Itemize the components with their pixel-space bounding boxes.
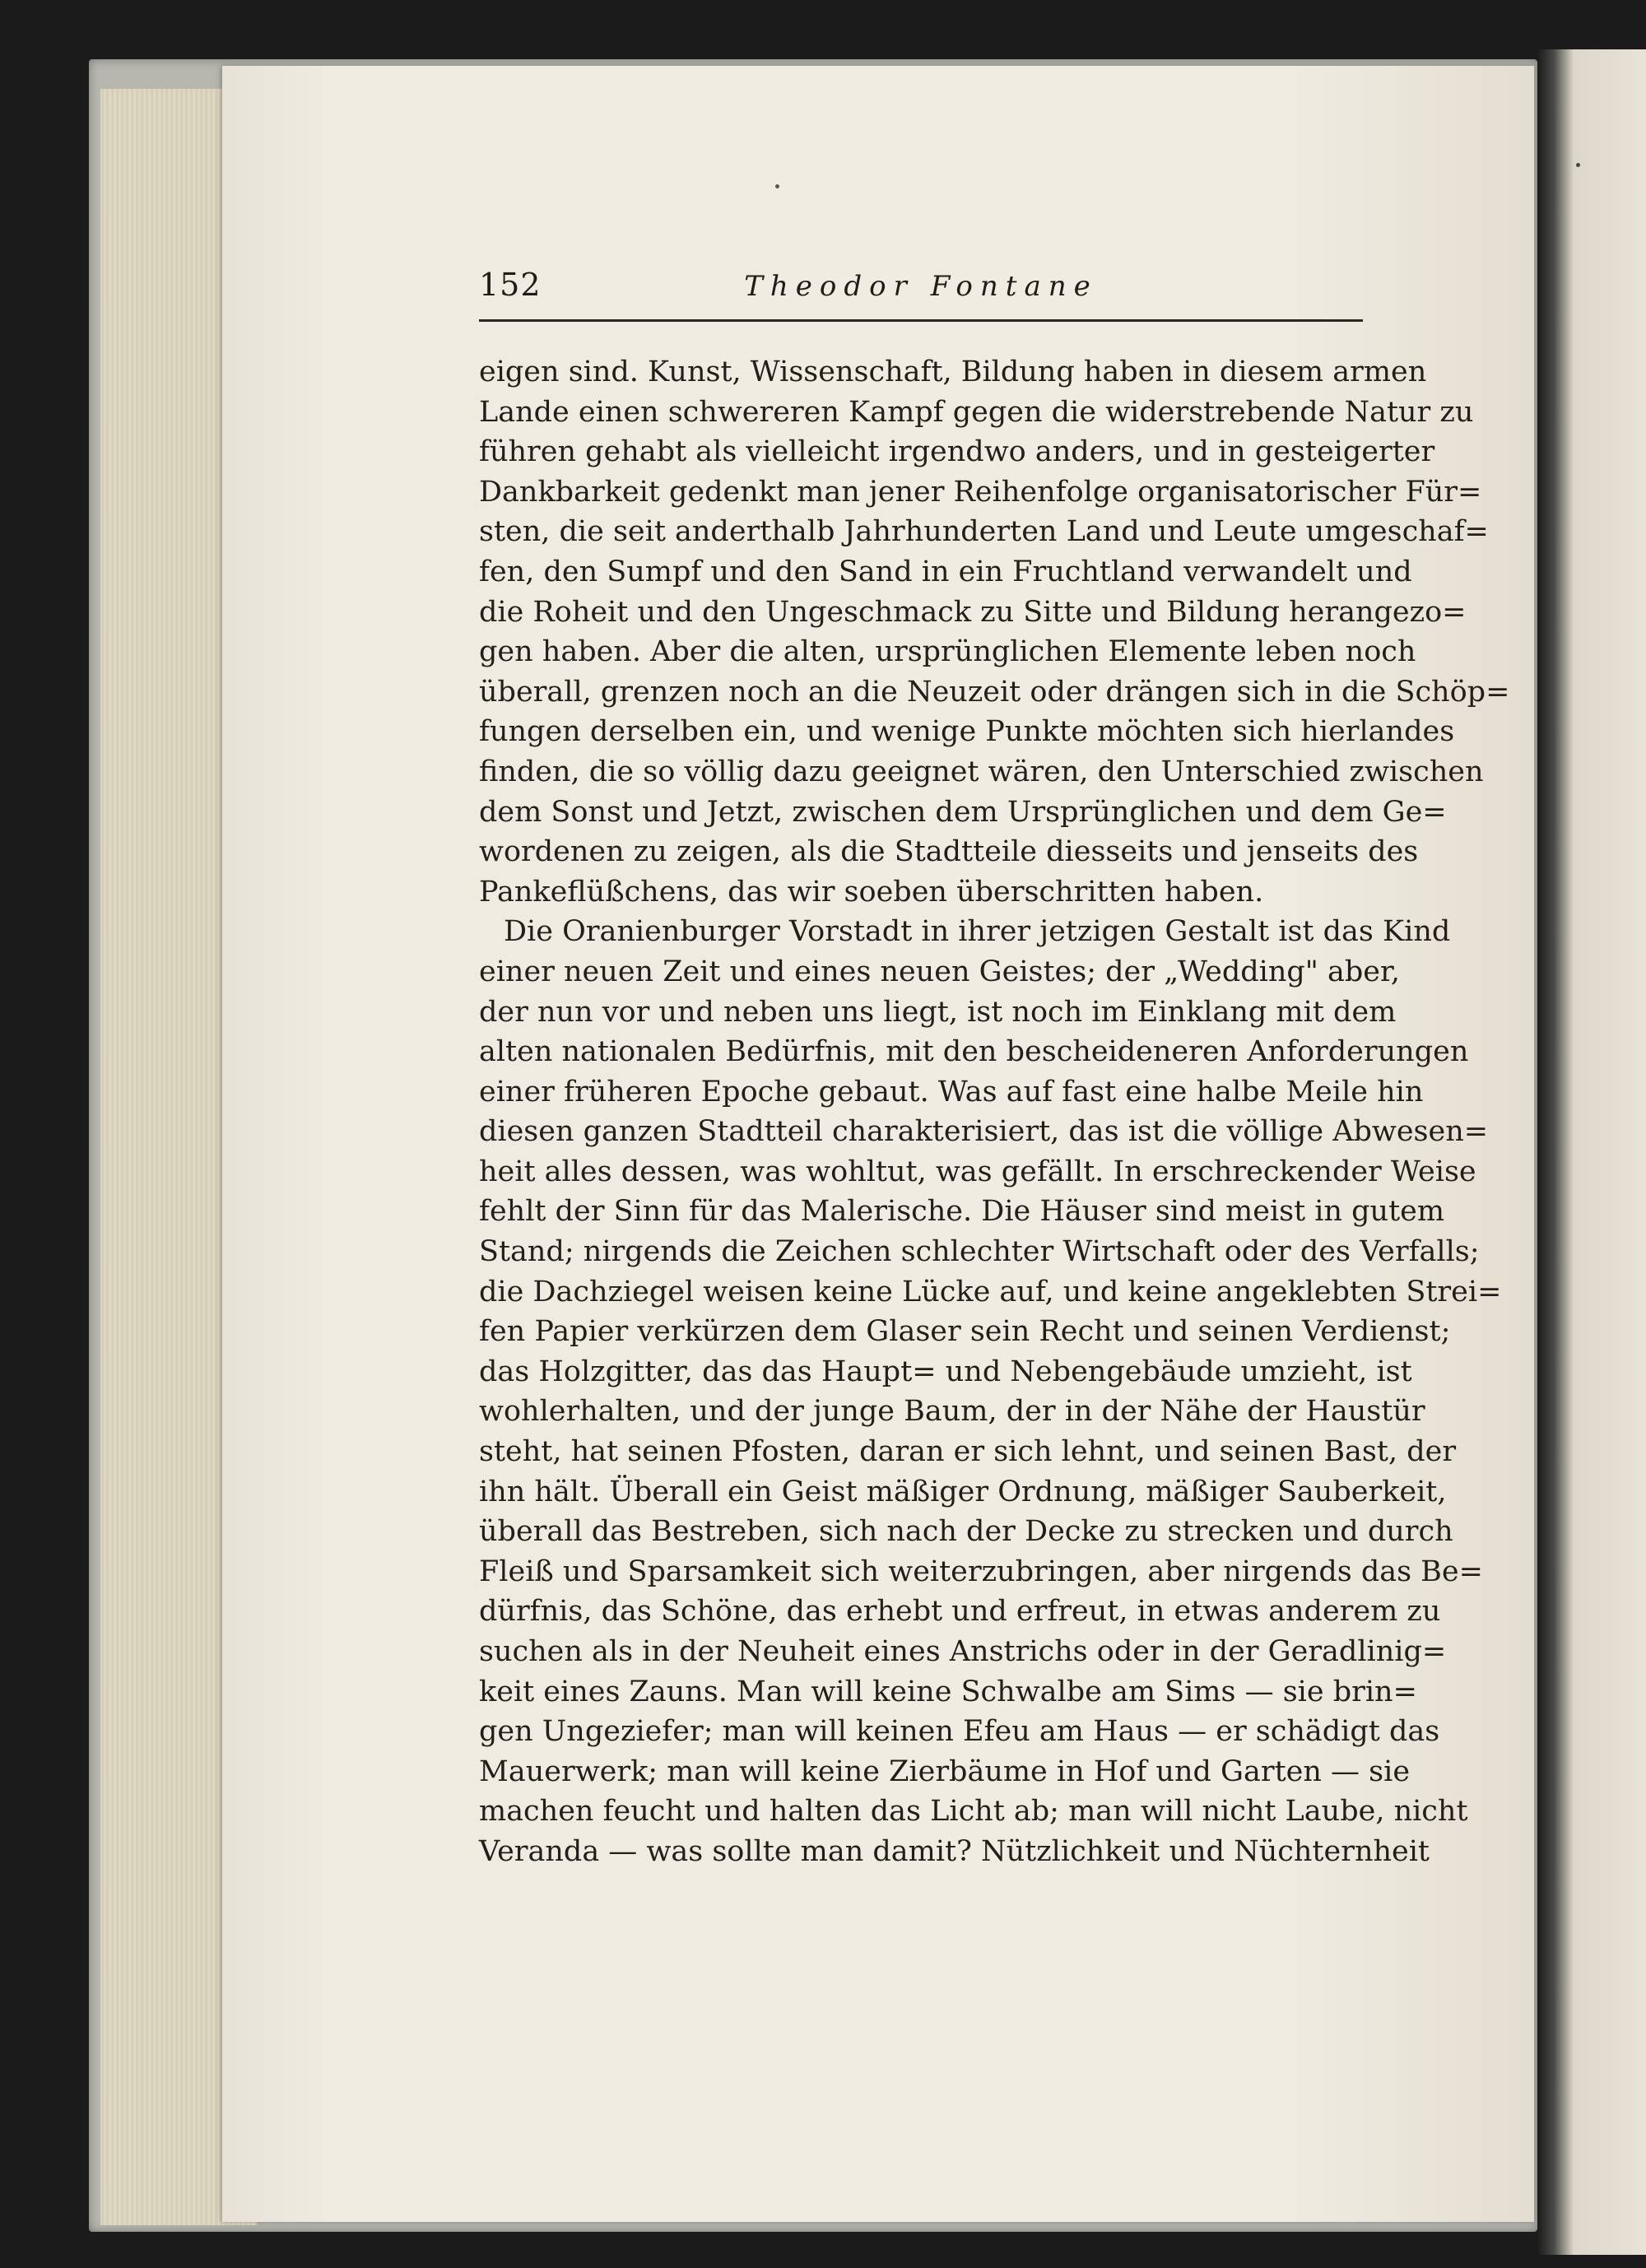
text-line: fen Papier verkürzen dem Glaser sein Recht und seinen Verdienst; bbox=[479, 1315, 1451, 1349]
text-line: fen, den Sumpf und den Sand in ein Fruchtland verwandelt und bbox=[479, 555, 1412, 588]
text-line: Pankeflüßchens, das wir soeben überschritten haben. bbox=[479, 875, 1264, 909]
text-line: der nun vor und neben uns liegt, ist noch im Einklang mit dem bbox=[479, 995, 1397, 1029]
text-line: fungen derselben ein, und wenige Punkte möchten sich hierlandes bbox=[479, 715, 1455, 749]
text-line: dürfnis, das Schöne, das erhebt und erfreut, in etwas anderem zu bbox=[479, 1595, 1441, 1629]
text-line: dem Sonst und Jetzt, zwischen dem Ursprünglichen und dem Ge= bbox=[479, 795, 1447, 829]
text-line: die Roheit und den Ungeschmack zu Sitte und Bildung herangezo= bbox=[479, 595, 1467, 629]
text-line: finden, die so völlig dazu geeignet wären, den Unterschied zwischen bbox=[479, 755, 1484, 788]
page-number: 152 bbox=[479, 267, 542, 303]
text-line: keit eines Zauns. Man will keine Schwalbe am Sims — sie brin= bbox=[479, 1675, 1417, 1708]
text-line: fehlt der Sinn für das Malerische. Die Häuser sind meist in gutem bbox=[479, 1195, 1445, 1229]
text-line: führen gehabt als vielleicht irgendwo anders, und in gesteigerter bbox=[479, 435, 1435, 469]
paper-speck bbox=[775, 184, 779, 188]
text-line: suchen als in der Neuheit eines Anstrichs oder in der Geradlinig= bbox=[479, 1635, 1447, 1668]
text-line: heit alles dessen, was wohltut, was gefällt. In erschreckender Weise bbox=[479, 1155, 1476, 1188]
paragraph-start-line: Die Oranienburger Vorstadt in ihrer jetzigen Gestalt ist das Kind bbox=[504, 915, 1451, 949]
text-line: diesen ganzen Stadtteil charakterisiert, das ist die völlige Abwesen= bbox=[479, 1115, 1489, 1149]
text-line: überall das Bestreben, sich nach der Decke zu strecken und durch bbox=[479, 1515, 1453, 1549]
next-page-edge bbox=[1537, 49, 1646, 2255]
text-line: Fleiß und Sparsamkeit sich weiterzubringen, aber nirgends das Be= bbox=[479, 1555, 1483, 1588]
text-line: eigen sind. Kunst, Wissenschaft, Bildung haben in diesem armen bbox=[479, 356, 1427, 388]
text-line: das Holzgitter, das das Haupt= und Nebengebäude umzieht, ist bbox=[479, 1355, 1412, 1388]
text-line: überall, grenzen noch an die Neuzeit oder drängen sich in die Schöp= bbox=[479, 675, 1510, 709]
text-line: steht, hat seinen Pfosten, daran er sich lehnt, und seinen Bast, der bbox=[479, 1435, 1457, 1469]
text-line: sten, die seit anderthalb Jahrhunderten Land und Leute umgeschaf= bbox=[479, 515, 1489, 549]
text-line: wordenen zu zeigen, als die Stadtteile diesseits und jenseits des bbox=[479, 835, 1419, 869]
text-line: ihn hält. Überall ein Geist mäßiger Ordnung, mäßiger Sauberkeit, bbox=[479, 1475, 1447, 1508]
text-line: Dankbarkeit gedenkt man jener Reihenfolge organisatorischer Für= bbox=[479, 475, 1482, 509]
body-text bbox=[479, 352, 1510, 1872]
text-line: wohlerhalten, und der junge Baum, der in der Nähe der Haustür bbox=[479, 1395, 1425, 1429]
text-line: alten nationalen Bedürfnis, mit den bescheideneren Anforderungen bbox=[479, 1035, 1469, 1069]
text-line: Mauerwerk; man will keine Zierbäume in Hof und Garten — sie bbox=[479, 1754, 1411, 1788]
text-line: die Dachziegel weisen keine Lücke auf, und keine angeklebten Strei= bbox=[479, 1275, 1502, 1308]
running-header bbox=[479, 263, 1363, 322]
text-line: gen Ungeziefer; man will keinen Efeu am Haus — er schädigt das bbox=[479, 1715, 1440, 1749]
text-line: Veranda — was sollte man damit? Nützlichkeit und Nüchternheit bbox=[479, 1834, 1430, 1868]
text-line: machen feucht und halten das Licht ab; man will nicht Laube, nicht bbox=[479, 1795, 1468, 1829]
running-title: Theodor Fontane bbox=[744, 270, 1098, 303]
text-line: einer neuen Zeit und eines neuen Geistes; der „Wedding" aber, bbox=[479, 955, 1400, 988]
text-line: Lande einen schwereren Kampf gegen die widerstrebende Natur zu bbox=[479, 395, 1474, 429]
text-line: Stand; nirgends die Zeichen schlechter Wirtschaft oder des Verfalls; bbox=[479, 1235, 1480, 1269]
paper-speck bbox=[1576, 163, 1580, 167]
text-line: einer früheren Epoche gebaut. Was auf fast eine halbe Meile hin bbox=[479, 1075, 1424, 1108]
text-line: gen haben. Aber die alten, ursprünglichen Elemente leben noch bbox=[479, 635, 1416, 669]
